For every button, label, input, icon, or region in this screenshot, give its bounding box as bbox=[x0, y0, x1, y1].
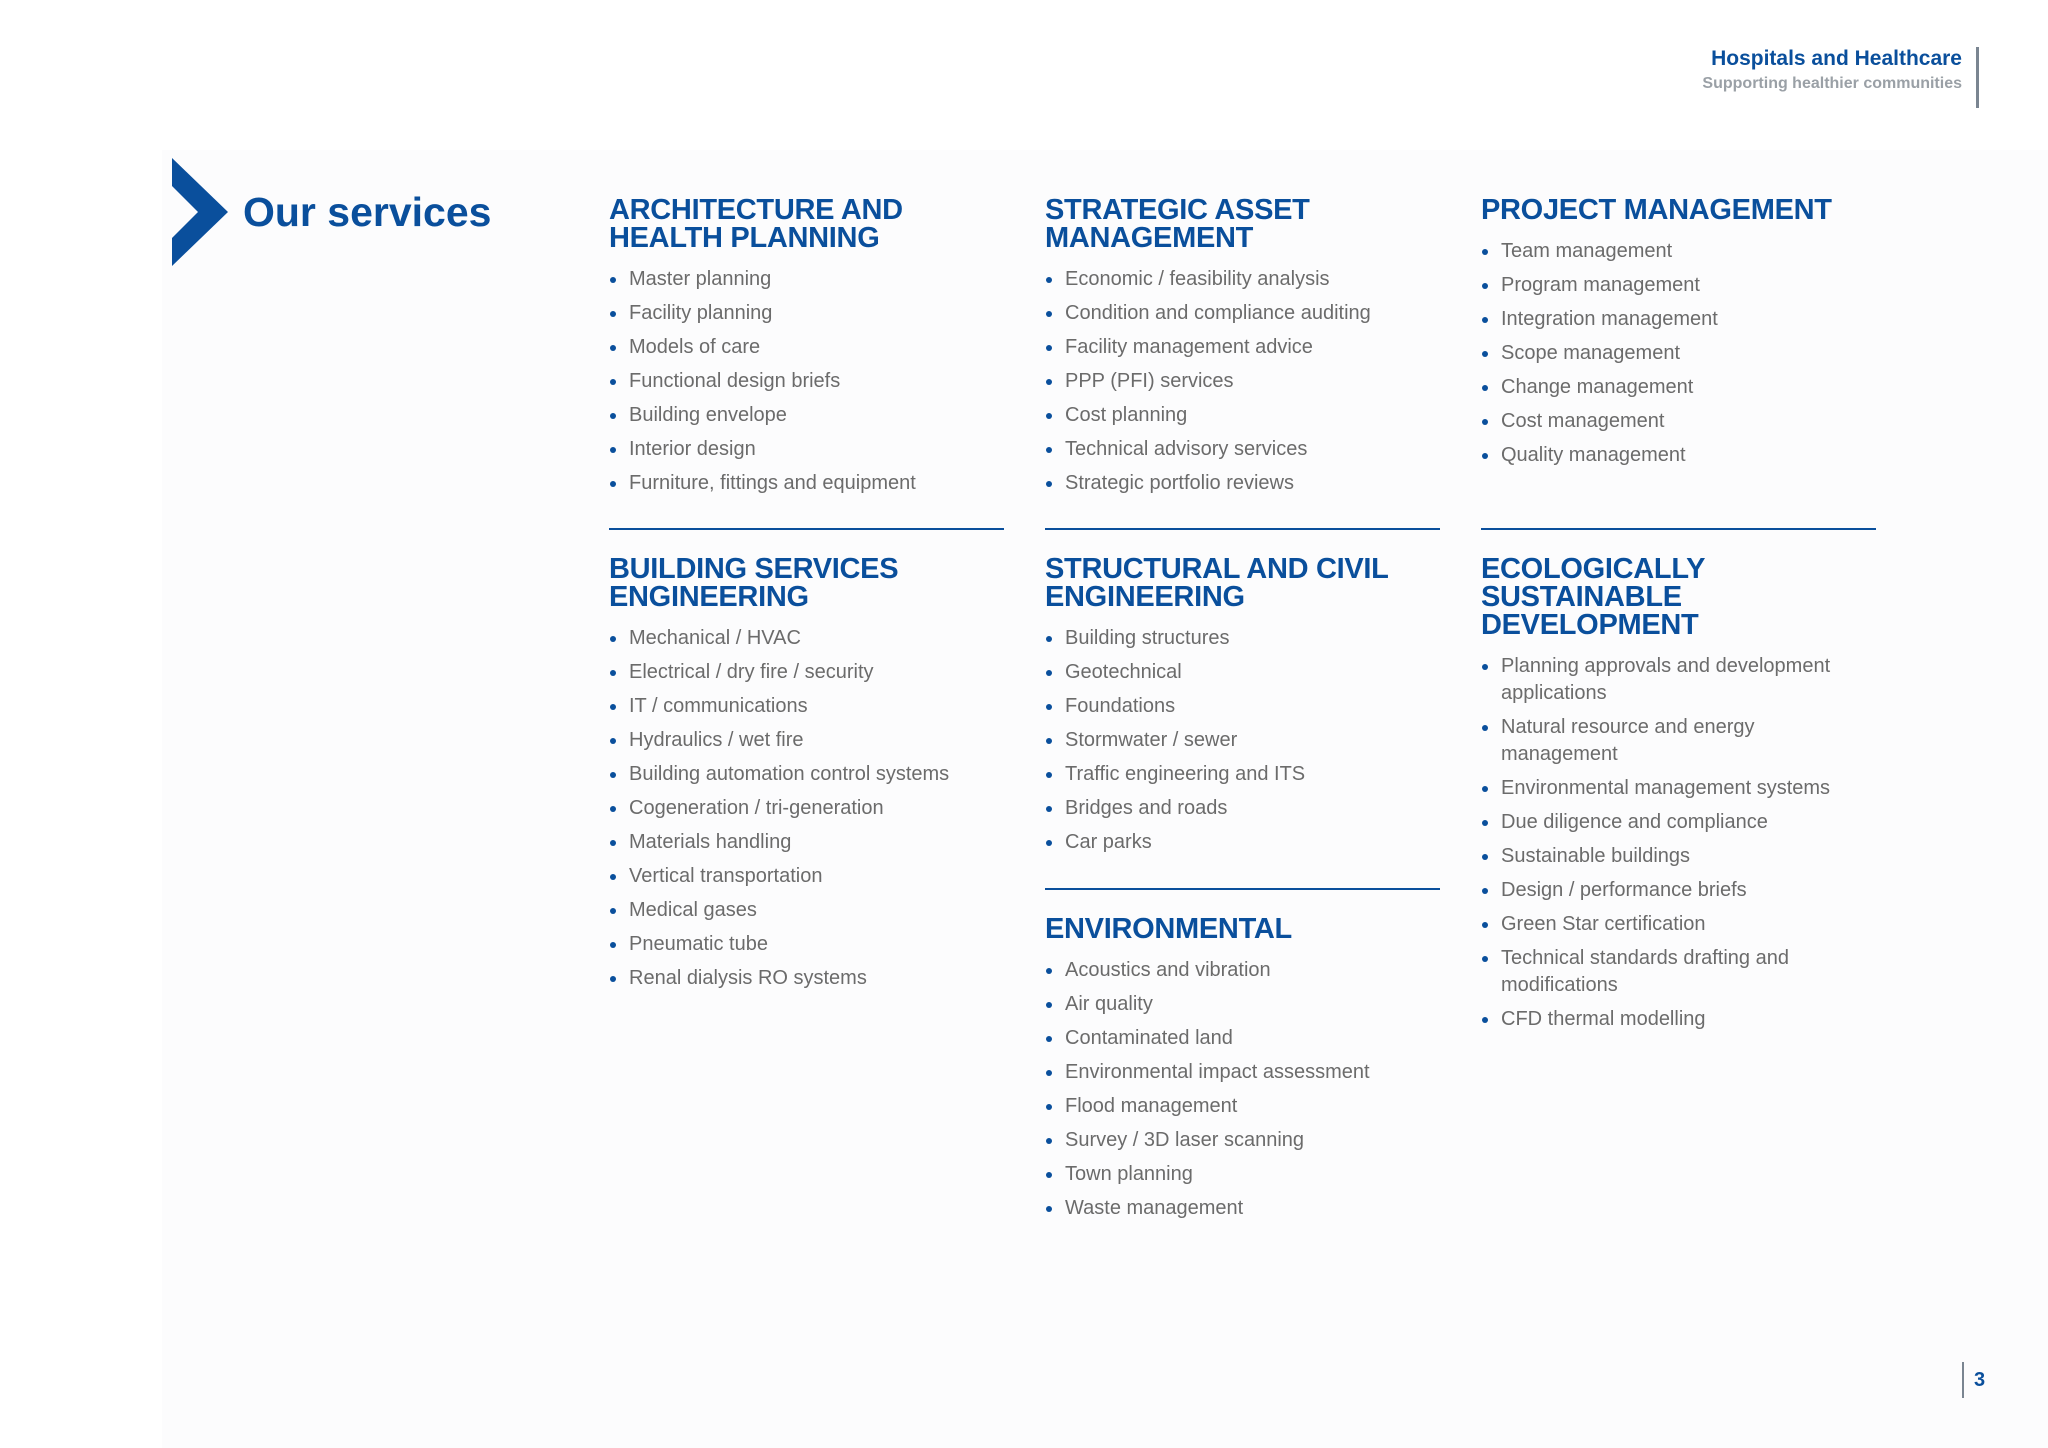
list-item: Foundations bbox=[1045, 693, 1440, 720]
list-item: Vertical transportation bbox=[609, 863, 1004, 890]
service-list bbox=[1045, 625, 1440, 856]
section-divider bbox=[609, 528, 1004, 530]
list-item: Environmental management systems bbox=[1481, 775, 1876, 802]
list-item: Cogeneration / tri-generation bbox=[609, 795, 1004, 822]
list-item: Cost management bbox=[1481, 408, 1876, 435]
list-item: Contaminated land bbox=[1045, 1025, 1440, 1052]
header-title: Hospitals and Healthcare bbox=[1711, 47, 1962, 70]
list-item: Economic / feasibility analysis bbox=[1045, 266, 1440, 293]
section-strategic-asset-management bbox=[1045, 196, 1440, 504]
list-item: Flood management bbox=[1045, 1093, 1440, 1120]
page-title: Our services bbox=[243, 189, 492, 235]
list-item: Stormwater / sewer bbox=[1045, 727, 1440, 754]
section-divider bbox=[1045, 528, 1440, 530]
list-item: Green Star certification bbox=[1481, 911, 1876, 938]
section-building-services bbox=[609, 555, 1004, 999]
list-item: Functional design briefs bbox=[609, 368, 1004, 395]
list-item: Electrical / dry fire / security bbox=[609, 659, 1004, 686]
list-item: Due diligence and compliance bbox=[1481, 809, 1876, 836]
list-item: Bridges and roads bbox=[1045, 795, 1440, 822]
section-architecture bbox=[609, 196, 1004, 504]
list-item: Sustainable buildings bbox=[1481, 843, 1876, 870]
list-item: Renal dialysis RO systems bbox=[609, 965, 1004, 992]
list-item: Pneumatic tube bbox=[609, 931, 1004, 958]
list-item: Team management bbox=[1481, 238, 1876, 265]
section-title: ENVIRONMENTAL bbox=[1045, 913, 1292, 945]
list-item: Building automation control systems bbox=[609, 761, 1004, 788]
list-item: Facility planning bbox=[609, 300, 1004, 327]
list-item: CFD thermal modelling bbox=[1481, 1006, 1876, 1033]
section-project-management bbox=[1481, 196, 1876, 476]
section-title: ECOLOGICALLY SUSTAINABLE DEVELOPMENT bbox=[1481, 553, 1705, 641]
list-item: Hydraulics / wet fire bbox=[609, 727, 1004, 754]
list-item: Air quality bbox=[1045, 991, 1440, 1018]
section-structural-civil bbox=[1045, 555, 1440, 863]
list-item: Program management bbox=[1481, 272, 1876, 299]
list-item: Models of care bbox=[609, 334, 1004, 361]
list-item: PPP (PFI) services bbox=[1045, 368, 1440, 395]
service-list bbox=[1481, 238, 1876, 469]
list-item: Scope management bbox=[1481, 340, 1876, 367]
section-title: STRATEGIC ASSET MANAGEMENT bbox=[1045, 194, 1310, 254]
service-list bbox=[1045, 957, 1440, 1222]
chevron-right-icon bbox=[172, 158, 228, 266]
section-title: PROJECT MANAGEMENT bbox=[1481, 194, 1832, 226]
list-item: Town planning bbox=[1045, 1161, 1440, 1188]
list-item: Master planning bbox=[609, 266, 1004, 293]
list-item: Technical standards drafting and modifications bbox=[1481, 945, 1876, 999]
list-item: Furniture, fittings and equipment bbox=[609, 470, 1004, 497]
list-item: Building structures bbox=[1045, 625, 1440, 652]
list-item: Interior design bbox=[609, 436, 1004, 463]
list-item: Cost planning bbox=[1045, 402, 1440, 429]
list-item: Environmental impact assessment bbox=[1045, 1059, 1440, 1086]
list-item: Planning approvals and development applications bbox=[1481, 653, 1876, 707]
section-esd bbox=[1481, 555, 1876, 1040]
service-list bbox=[609, 625, 1004, 992]
service-list bbox=[1481, 653, 1876, 1033]
list-item: Integration management bbox=[1481, 306, 1876, 333]
section-title: ARCHITECTURE AND HEALTH PLANNING bbox=[609, 194, 903, 254]
list-item: Building envelope bbox=[609, 402, 1004, 429]
service-list bbox=[609, 266, 1004, 497]
list-item: Design / performance briefs bbox=[1481, 877, 1876, 904]
service-list bbox=[1045, 266, 1440, 497]
list-item: Condition and compliance auditing bbox=[1045, 300, 1440, 327]
list-item: Change management bbox=[1481, 374, 1876, 401]
list-item: Medical gases bbox=[609, 897, 1004, 924]
document-header bbox=[1702, 47, 1979, 108]
list-item: Geotechnical bbox=[1045, 659, 1440, 686]
list-item: Mechanical / HVAC bbox=[609, 625, 1004, 652]
list-item: Materials handling bbox=[609, 829, 1004, 856]
page-number: 3 bbox=[1962, 1362, 1985, 1398]
list-item: Survey / 3D laser scanning bbox=[1045, 1127, 1440, 1154]
section-title: STRUCTURAL AND CIVIL ENGINEERING bbox=[1045, 553, 1389, 613]
list-item: Strategic portfolio reviews bbox=[1045, 470, 1440, 497]
list-item: Car parks bbox=[1045, 829, 1440, 856]
list-item: Waste management bbox=[1045, 1195, 1440, 1222]
header-subtitle: Supporting healthier communities bbox=[1702, 75, 1962, 92]
section-title: BUILDING SERVICES ENGINEERING bbox=[609, 553, 899, 613]
list-item: IT / communications bbox=[609, 693, 1004, 720]
list-item: Technical advisory services bbox=[1045, 436, 1440, 463]
list-item: Natural resource and energy management bbox=[1481, 714, 1876, 768]
section-divider bbox=[1045, 888, 1440, 890]
list-item: Quality management bbox=[1481, 442, 1876, 469]
section-divider bbox=[1481, 528, 1876, 530]
section-environmental bbox=[1045, 915, 1440, 1229]
list-item: Acoustics and vibration bbox=[1045, 957, 1440, 984]
list-item: Traffic engineering and ITS bbox=[1045, 761, 1440, 788]
list-item: Facility management advice bbox=[1045, 334, 1440, 361]
